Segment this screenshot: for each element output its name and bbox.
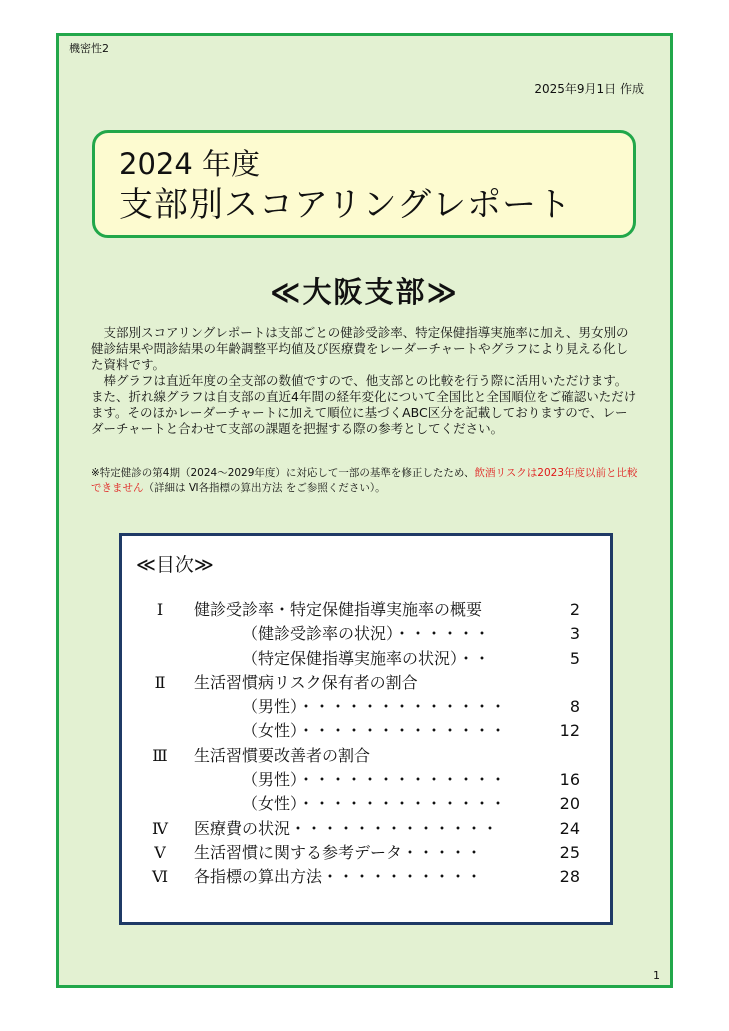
toc-item-page: 16 <box>559 770 580 790</box>
toc-item <box>142 719 580 743</box>
created-date: 2025年9月1日 作成 <box>534 82 644 96</box>
toc-item-title: 健診受診率・特定保健指導実施率の概要 <box>194 600 483 619</box>
toc-item-title: （男性）・・・・・・・・・・・・・ <box>242 770 507 790</box>
toc-list <box>142 598 580 890</box>
toc-item <box>142 792 580 816</box>
toc-item <box>142 622 580 646</box>
toc-item-title: （特定保健指導実施率の状況）・・ <box>242 648 491 668</box>
toc-item-number: Ⅲ <box>152 745 168 765</box>
toc-item <box>142 744 580 768</box>
toc-item-number: Ⅵ <box>151 867 169 887</box>
toc-item <box>142 647 580 671</box>
toc-item-page: 8 <box>569 697 580 717</box>
toc-item-title: 医療費の状況・・・・・・・・・・・・・ <box>194 818 499 838</box>
confidentiality-label: 機密性2 <box>69 42 109 55</box>
branch-name: ≪大阪支部≫ <box>270 275 459 309</box>
toc-item-title: （女性）・・・・・・・・・・・・・ <box>242 721 507 741</box>
page-number: 1 <box>653 969 660 982</box>
title-box <box>92 130 636 238</box>
toc-item-title: 各指標の算出方法・・・・・・・・・・ <box>194 867 483 887</box>
toc-item-title: 生活習慣に関する参考データ・・・・・ <box>194 842 483 862</box>
note-text <box>91 466 639 496</box>
toc-item-title: 生活習慣病リスク保有者の割合 <box>194 672 418 692</box>
toc-item-title: （女性）・・・・・・・・・・・・・ <box>242 794 507 814</box>
toc-item <box>142 841 580 865</box>
table-of-contents <box>119 533 613 925</box>
toc-item-number: Ⅰ <box>156 600 164 619</box>
toc-item-page: 20 <box>559 794 580 814</box>
toc-item-title: 生活習慣要改善者の割合 <box>194 745 371 765</box>
toc-item <box>142 768 580 792</box>
toc-item-page: 5 <box>569 648 580 668</box>
report-title: 支部別スコアリングレポート <box>119 185 572 225</box>
toc-item <box>142 671 580 695</box>
toc-item-page: 3 <box>569 624 580 644</box>
note-part: ※特定健診の第4期（2024～2029年度）に対応して一部の基準を修正したため、 <box>91 467 475 479</box>
note-part: （詳細は Ⅵ各指標の算出方法 をご参照ください）。 <box>143 482 386 494</box>
toc-item-title: （男性）・・・・・・・・・・・・・ <box>242 697 507 717</box>
note-warning: 飲酒リスクは2023年度以前と比較できません <box>91 467 638 494</box>
intro-text <box>91 325 639 437</box>
toc-item <box>142 817 580 841</box>
toc-item <box>142 598 580 622</box>
intro-paragraph: 棒グラフは直近年度の全支部の数値ですので、他支部との比較を行う際に活用いただけます。また、折れ線グラフは自支部の直近4年間の経年変化について全国比と全国順位をご確認いただけます。そのほかレーダーチャートに加えて順位に基づくABC区分を記載しておりますので、レーダーチャートと合わせて支部の課題を把握する際の参考としてください。 <box>91 373 637 436</box>
toc-item-number: Ⅴ <box>154 842 166 862</box>
toc-item-title: （健診受診率の状況）・・・・・・ <box>242 624 491 644</box>
toc-item <box>142 695 580 719</box>
page-frame <box>56 33 673 988</box>
toc-item-page: 24 <box>559 818 580 838</box>
toc-heading: ≪目次≫ <box>136 554 214 576</box>
toc-item-number: Ⅳ <box>152 818 168 838</box>
toc-item-page: 25 <box>559 842 580 862</box>
toc-item-page: 12 <box>559 721 580 741</box>
toc-item-number: Ⅱ <box>154 672 166 692</box>
toc-item <box>142 865 580 889</box>
toc-item-page: 28 <box>559 867 580 887</box>
toc-item-page: 2 <box>569 600 580 619</box>
report-year: 2024 年度 <box>119 147 261 181</box>
intro-paragraph: 支部別スコアリングレポートは支部ごとの健診受診率、特定保健指導実施率に加え、男女別の健診結果や問診結果の年齢調整平均値及び医療費をレーダーチャートやグラフにより見える化した資料です。 <box>91 325 629 372</box>
